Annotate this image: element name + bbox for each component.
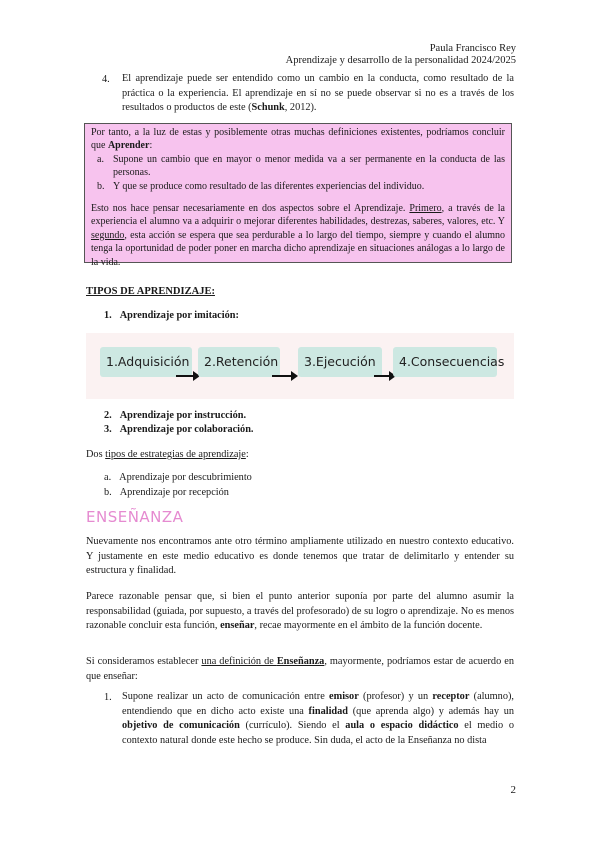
ensenanza-item-1-number: 1. — [104, 692, 112, 703]
arrow-3 — [374, 375, 390, 377]
estrategia-b: b. Aprendizaje por recepción — [104, 487, 229, 498]
item-4-number: 4. — [102, 74, 110, 85]
ensenanza-paragraph-3: Si consideramos establecer una definición de Enseñanza, mayormente, podríamos estar de acuerdo en que enseñar: — [86, 656, 514, 682]
ensenanza-heading: ENSEÑANZA — [86, 508, 184, 526]
header-course: Aprendizaje y desarrollo de la personalidad 2024/2025 — [285, 55, 516, 66]
learning-process-diagram — [86, 333, 514, 399]
tipo-3: 3. Aprendizaje por colaboración. — [104, 424, 254, 435]
header-author: Paula Francisco Rey — [429, 43, 516, 54]
ensenanza-paragraph-2: Parece razonable pensar que, si bien el punto anterior suponía por parte del alumno asumir la responsabilidad (guiada, por supuesto, a través del profesorado) de su logro o aprendizaje. No es menos razonable concluir esta función, enseñar, recae mayormente en el ámbito de la función docente. — [86, 591, 514, 631]
step-consecuencias: 4.Consecuencias — [393, 347, 497, 377]
estrategia-a: a. Aprendizaje por descubrimiento — [104, 472, 252, 483]
tipos-title: TIPOS DE APRENDIZAJE: — [86, 286, 215, 297]
step-retencion: 2.Retención — [198, 347, 280, 377]
page-number: 2 — [510, 784, 516, 796]
box-item-b: b. Y que se produce como resultado de las diferentes experiencias del individuo. — [97, 180, 425, 192]
tipo-2: 2. Aprendizaje por instrucción. — [104, 410, 247, 421]
ensenanza-paragraph-1: Nuevamente nos encontramos ante otro término ampliamente utilizado en nuestro contexto educativo. Y justamente en este medio educativo es donde tenemos que tratar de delimitarlo y entender su estructura y finalidad. — [86, 536, 514, 576]
ensenanza-item-1-text: Supone realizar un acto de comunicación entre emisor (profesor) y un receptor (alumno), entendiendo que en dicho acto existe una finalidad (que aprenda algo) y además hay un objetivo de comunicación (currículo). Siendo el aula o espacio didáctico el medio o contexto natural donde este hecho se produce. Sin duda, el acto de la Enseñanza no dista — [122, 691, 514, 746]
box-item-a: a. Supone un cambio que en mayor o menor medida va a ser permanente en la conducta de las personas. — [97, 153, 505, 179]
step-ejecucion: 3.Ejecución — [298, 347, 382, 377]
box-paragraph-2: Esto nos hace pensar necesariamente en dos aspectos sobre el Aprendizaje. Primero, a través de la experiencia el alumno va a adquirir o mejorar diferentes habilidades, destrezas, saberes, valores, etc. Y segundo, esta acción se espera que sea perdurable a lo largo del tiempo, siempre y cuando el alumno tenga la oportunidad de poder poner en marcha dicho aprendizaje en situaciones análogas a lo largo de la vida. — [91, 203, 505, 268]
conclusion-box — [84, 123, 512, 268]
estrategias-intro: Dos tipos de estrategias de aprendizaje: — [86, 449, 249, 460]
arrow-1 — [176, 375, 194, 377]
box-intro: Por tanto, a la luz de estas y posiblemente otras muchas definiciones existentes, podríamos concluir que Aprender: — [91, 127, 505, 152]
step-adquisicion: 1.Adquisición — [100, 347, 192, 377]
arrow-2 — [272, 375, 292, 377]
item-4-text: El aprendizaje puede ser entendido como un cambio en la conducta, como resultado de la práctica o la experiencia. El aprendizaje en sí no se puede observar si no es a través de los resultados o productos de este (Schunk, 2012). — [122, 73, 514, 113]
tipo-1: 1. Aprendizaje por imitación: — [104, 310, 239, 321]
